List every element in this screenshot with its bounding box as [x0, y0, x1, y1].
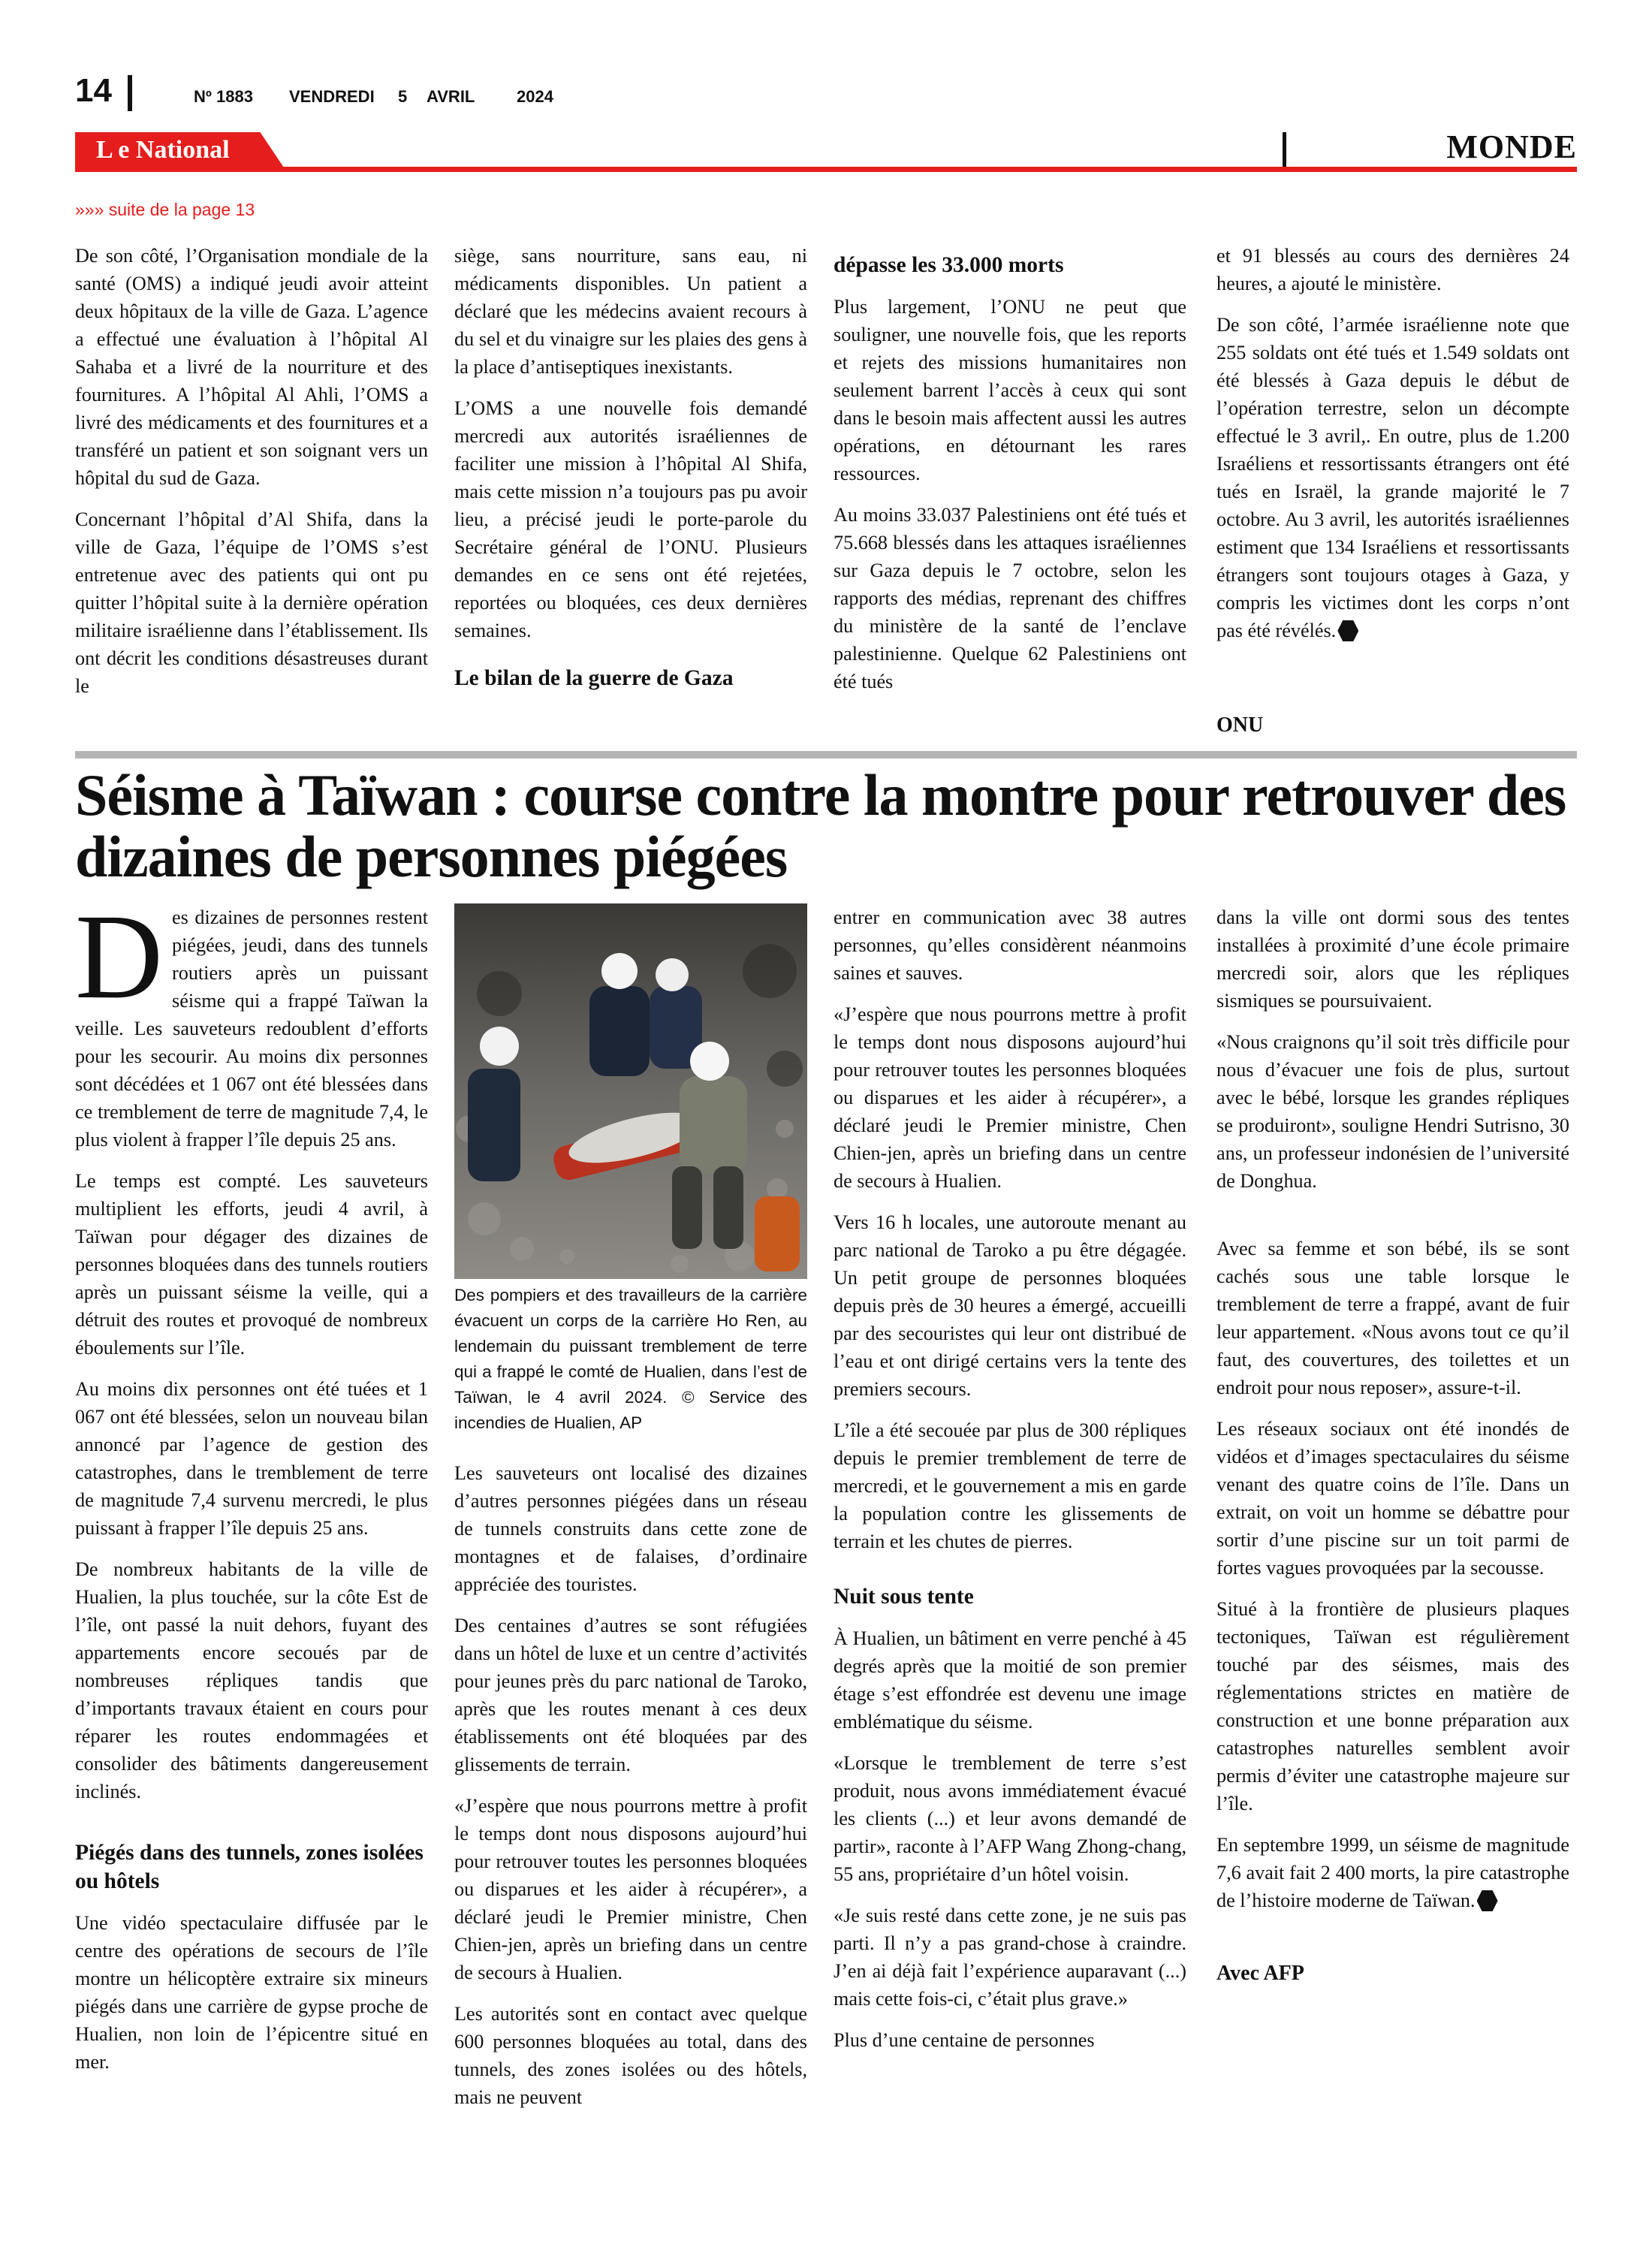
main-article-column-4-continued [1216, 1235, 1569, 2001]
top-article-column-1 [75, 242, 428, 713]
paragraph: Des centaines d’autres se sont réfugiées dans un hôtel de luxe et un centre d’activités pour jeunes près du parc national de Taroko, après que les routes menant à ces deux établissements ont été bloquées par des glissements de terrain. [454, 1615, 807, 1775]
issue-weekday: VENDREDI [289, 87, 375, 106]
paragraph: L’OMS a une nouvelle fois demandé mercredi aux autorités israéliennes de faciliter une mission à l’hôpital Al Shifa, mais cette mission n’a toujours pas pu avoir lieu, a précisé jeudi le porte-parole du Secrétaire général de l’ONU. Plusieurs demandes en ce sens ont été rejetées, reportées ou bloquées, ces deux dernières semaines. [454, 397, 807, 641]
paragraph: De son côté, l’armée israélienne note que 255 soldats ont été tués et 1.549 soldats ont été blessés à Gaza depuis le début de l’opération terrestre, selon un décompte effectué le 3 avril,. En outre, plus de 1.200 Israéliens et ressortissants étrangers ont été tués en Israël, la grande majorité le 7 octobre. Au 3 avril, les autorités israéliennes estiment que 134 Israéliens et ressortissants étrangers sont toujours otages à Gaza, y compris les victimes dont les corps n’ont pas été révélés. [1216, 314, 1569, 641]
subheading: Piégés dans des tunnels, zones isolées ou hôtels [75, 1841, 424, 1893]
paragraph: Une vidéo spectaculaire diffusée par le centre des opérations de secours de l’île montre un hélicoptère extraire six mineurs piégés dans une carrière de gypse proche de Hualien, non loin de l’épicentre situé en mer. [75, 1912, 428, 2073]
paragraph: «J’espère que nous pourrons mettre à profit le temps dont nous disposons aujourd’hui pour retrouver toutes les personnes bloquées ou disparues et les aider à récupérer», a déclaré jeudi le Premier ministre, Chen Chien-jen, après un briefing dans un centre de secours à Hualien. [834, 1003, 1186, 1192]
subheading: dépasse les 33.000 morts [834, 253, 1064, 277]
rescue-photo-image [454, 903, 807, 1279]
top-article-column-2 [454, 242, 807, 706]
paragraph: Le temps est compté. Les sauveteurs multiplient les efforts, jeudi 4 avril, à Taïwan pour dégager des dizaines de personnes bloquées dans des tunnels routiers après un puissant séisme la veille, qui a détruit des routes et provoqué de nombreux éboulements sur l’île. [75, 1170, 428, 1359]
paragraph: En septembre 1999, un séisme de magnitude 7,6 avait fait 2 400 morts, la pire catastrophe de l’histoire moderne de Taïwan. [1216, 1834, 1569, 1911]
paragraph: «Nous craignons qu’il soit très difficile pour nous d’évacuer une fois de plus, surtout avec le bébé, lorsque les grandes répliques se produiront», souligne Hendri Sutrisno, 30 ans, un professeur indonésien de l’université de Donghua. [1216, 1031, 1569, 1192]
header-red-rule [75, 167, 1577, 172]
main-article-column-1 [75, 890, 428, 2089]
rescue-photo [454, 903, 807, 1279]
article-end-icon [1477, 1890, 1498, 1911]
paragraph: Situé à la frontière de plusieurs plaques tectoniques, Taïwan est régulièrement touché par des séismes, mais des réglementations strictes en matière de construction et une bonne préparation aux catastrophes naturelles semblent avoir permis d’éviter une catastrophe majeure sur l’île. [1216, 1598, 1569, 1814]
page-number-divider [128, 75, 132, 111]
photo-caption: Des pompiers et des travailleurs de la carrière évacuent un corps de la carrière Ho Ren, au lendemain du puissant tremblement de terre qui a frappé le comté de Hualien, dans l’est de Taïwan, le 4 avril 2024. © Service des incendies de Hualien, AP [454, 1286, 807, 1432]
lead-paragraph [75, 890, 428, 1154]
article-signoff: ONU [1216, 713, 1264, 737]
top-article-column-3 [834, 251, 1186, 709]
article-separator [75, 751, 1577, 759]
paragraph: et 91 blessés au cours des dernières 24 heures, a ajouté le ministère. [1216, 245, 1569, 294]
paragraph: De nombreux habitants de la ville de Hualien, la plus touchée, sur la côte Est de l’île, ont passé la nuit dehors, fuyant des appartements encore secoués par de nombreuses répliques tandis que d’importants travaux étaient en cours pour réparer les routes endommagées et consolider des bâtiments dangereusement inclinés. [75, 1558, 428, 1802]
article-signoff: Avec AFP [1216, 1962, 1304, 1985]
paragraph: siège, sans nourriture, sans eau, ni médicaments disponibles. Un patient a déclaré que les médecins avaient recours à du sel et du vinaigre sur les plaies des gens à la place d’antiseptiques inexistants. [454, 245, 807, 378]
drop-cap: D [75, 890, 163, 1024]
issue-day: 5 [398, 87, 408, 106]
paragraph: L’île a été secouée par plus de 300 répliques depuis le premier tremblement de terre de mercredi, et le gouvernement a mis en garde la population contre les glissements de terrain et les chutes de pierres. [834, 1419, 1186, 1552]
main-article-column-2 [454, 1459, 807, 2125]
paragraph: De son côté, l’Organisation mondiale de la santé (OMS) a indiqué jeudi avoir atteint deux hôpitaux de la ville de Gaza. L’agence a effectué une évaluation à l’hôpital Al Sahaba et a livré de la nourriture et des fournitures. A l’hôpital Al Ahli, l’OMS a livré des médicaments et des fournitures et a transféré un patient et son soignant vers un hôpital du sud de Gaza. [75, 245, 428, 489]
article-headline: Séisme à Taïwan : course contre la montre pour retrouver des dizaines de personnes piégées [75, 762, 1566, 889]
issue-number: Nº 1883 [194, 87, 253, 106]
lead-text: es dizaines de personnes restent piégées, jeudi, dans des tunnels routiers après un puissant séisme qui a frappé Taïwan la veille. Les sauveteurs redoublent d’efforts pour les secourir. Au moins dix personnes sont décédées et 1 067 ont été blessées dans ce tremblement de terre de magnitude 7,4, le plus violent à frapper l’île depuis 25 ans. [75, 906, 428, 1151]
top-article-column-4 [1216, 242, 1569, 658]
paragraph: «J’espère que nous pourrons mettre à profit le temps dont nous disposons aujourd’hui pour retrouver toutes les personnes bloquées ou disparues et les aider à récupérer», a déclaré jeudi le Premier ministre, Chen Chien-jen, après un briefing dans un centre de secours à Hualien. [454, 1795, 807, 1983]
paragraph: dans la ville ont dormi sous des tentes installées à proximité d’une école primaire mercredi soir, alors que les répliques sismiques se poursuivaient. [1216, 906, 1569, 1012]
continued-from-link[interactable]: »»» suite de la page 13 [75, 200, 255, 219]
paragraph: entrer en communication avec 38 autres personnes, qu’elles considèrent néanmoins saines et sauves. [834, 906, 1186, 984]
newspaper-logo: L e National [96, 136, 230, 164]
section-title: MONDE [1446, 128, 1577, 165]
paragraph: Avec sa femme et son bébé, ils se sont cachés sous une table lorsque le tremblement de terre a frappé, avant de fuir leur appartement. «Nous avons tout ce qu’il faut, des couvertures, des toilettes et un endroit pour nous reposer», assure-t-il. [1216, 1238, 1569, 1398]
paragraph: Concernant l’hôpital d’Al Shifa, dans la ville de Gaza, l’équipe de l’OMS s’est entretenue avec des patients qui ont pu quitter l’hôpital suite à la dernière opération militaire israélienne dans l’établissement. Ils ont décrit les conditions désastreuses durant le [75, 508, 428, 697]
main-article-column-3 [834, 903, 1186, 2068]
paragraph: Au moins 33.037 Palestiniens ont été tués et 75.668 blessés dans les attaques israéliennes sur Gaza depuis le 7 octobre, selon les rapports des médias, reprenant des chiffres du ministère de la santé de l’enclave palestinienne. Quelque 62 Palestiniens ont été tués [834, 504, 1186, 692]
paragraph: Plus d’une centaine de personnes [834, 2029, 1095, 2051]
subheading: Nuit sous tente [834, 1585, 974, 1609]
paragraph-with-end-mark [1216, 311, 1569, 644]
paragraph: «Je suis resté dans cette zone, je ne suis pas parti. Il n’y a pas grand-chose à craindre. J’en ai déjà fait l’expérience auparavant (...) mais cette fois-ci, c’était plus grave.» [834, 1905, 1186, 2010]
paragraph-with-end-mark [1216, 1831, 1569, 1914]
paragraph: Vers 16 h locales, une autoroute menant au parc national de Taroko a pu être dégagée. Un petit groupe de personnes bloquées depuis près de 30 heures a émergé, accueilli par des secouristes qui leur ont distribué de l’eau et ont dirigé certains vers la tente des premiers secours. [834, 1211, 1186, 1400]
article-end-icon [1337, 620, 1358, 641]
page-number: 14 [75, 72, 112, 109]
paragraph: «Lorsque le tremblement de terre s’est produit, nous avons immédiatement évacué les clients (...) et leur avons demandé de partir», raconte à l’AFP Wang Zhong-chang, 55 ans, propriétaire d’un hôtel voisin. [834, 1752, 1186, 1885]
paragraph: Plus largement, l’ONU ne peut que souligner, une nouvelle fois, que les reports et rejets des missions humanitaires non seulement barrent l’accès à ceux qui sont dans le besoin mais affectent aussi les autres opérations, en détournant les rares ressources. [834, 296, 1186, 484]
paragraph: Les réseaux sociaux ont été inondés de vidéos et d’images spectaculaires du séisme venant des quatre coins de l’île. Dans un extrait, on voit un homme se débattre pour sortir d’une piscine sur un toit parmi de fortes vagues provoquées par la secousse. [1216, 1418, 1569, 1579]
main-article-column-4 [1216, 903, 1569, 1208]
paragraph: Au moins dix personnes ont été tuées et 1 067 ont été blessées, selon un nouveau bilan annoncé par l’agence de gestion des catastrophes, dans le tremblement de terre de magnitude 7,4 survenu mercredi, le plus puissant à frapper l’île depuis 25 ans. [75, 1378, 428, 1539]
subheading: Le bilan de la guerre de Gaza [454, 666, 734, 690]
paragraph: Les autorités sont en contact avec quelque 600 personnes bloquées au total, dans des tunnels, des zones isolées ou des hôtels, mais ne peuvent [454, 2003, 807, 2108]
paragraph: À Hualien, un bâtiment en verre penché à 45 degrés après que la moitié de son premier étage s’est effondrée est devenu une image emblématique du séisme. [834, 1627, 1186, 1733]
issue-year: 2024 [517, 87, 553, 106]
paragraph: Les sauveteurs ont localisé des dizaines d’autres personnes piégées dans un réseau de tunnels construits dans cette zone de montagnes et de falaises, d’ordinaire appréciée des touristes. [454, 1462, 807, 1595]
issue-month: AVRIL [427, 87, 475, 106]
section-divider [1283, 132, 1286, 167]
